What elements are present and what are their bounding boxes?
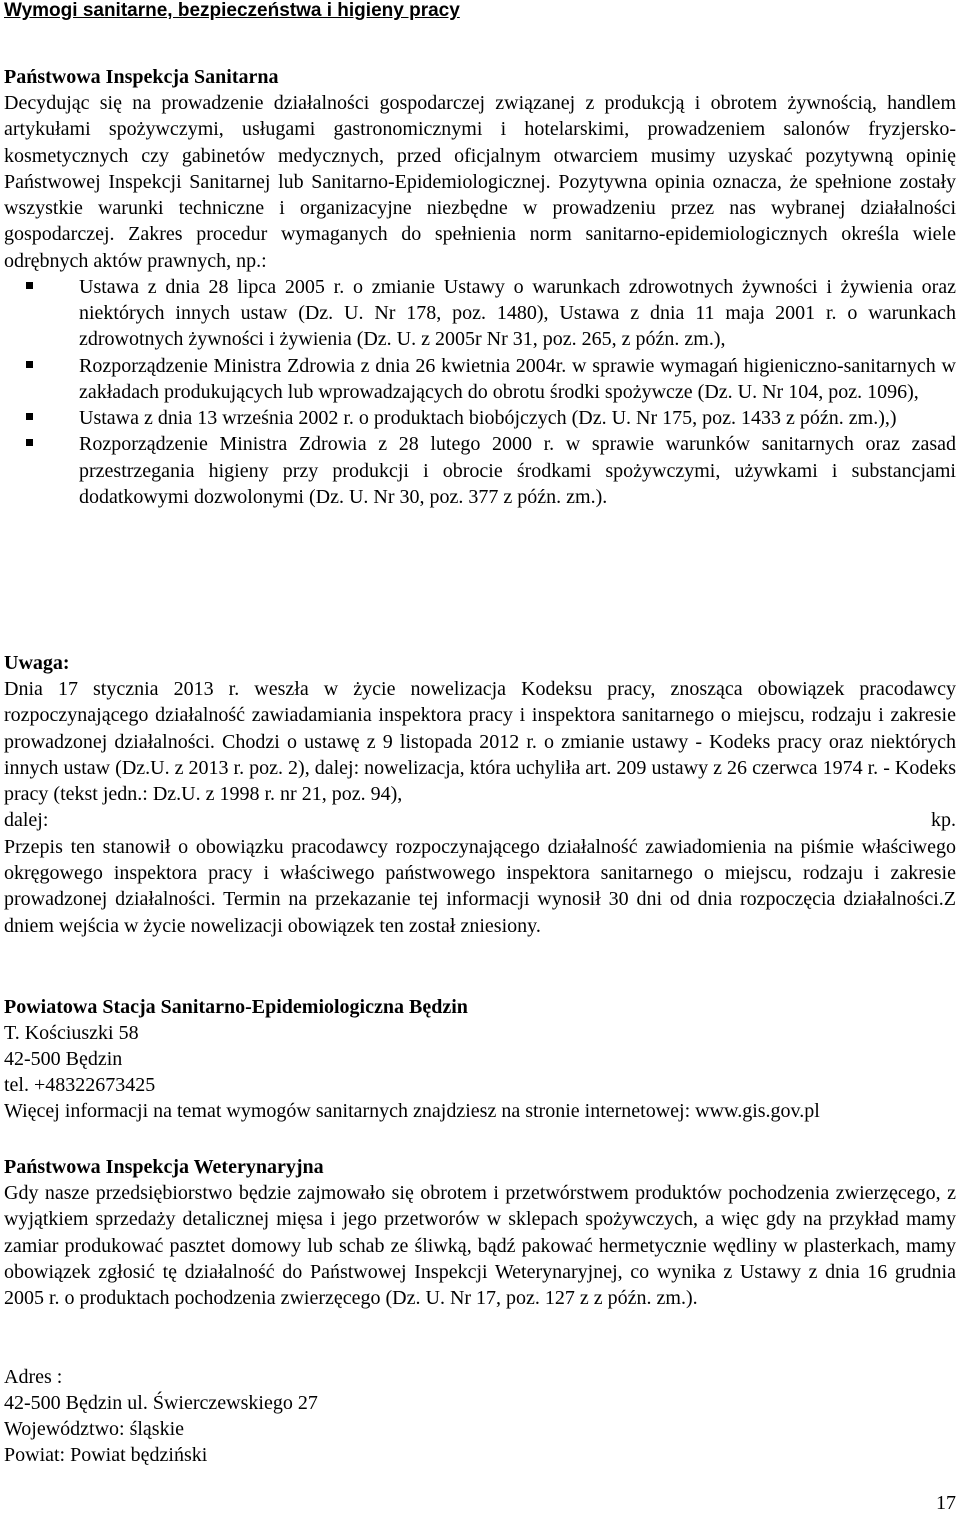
- bullet-square-icon: [26, 439, 33, 446]
- voivodeship-line: Województwo: śląskie: [4, 1418, 185, 1440]
- list-item: Ustawa z dnia 13 września 2002 r. o produktach biobójczych (Dz. U. Nr 175, poz. 1433 z późn. zm.),): [4, 405, 956, 431]
- section-heading: Państwowa Inspekcja Sanitarna: [4, 66, 279, 88]
- section-uwaga: [4, 650, 956, 939]
- list-item: Ustawa z dnia 28 lipca 2005 r. o zmianie Ustawy o warunkach zdrowotnych żywności i żywienia oraz niektórych innych ustaw (Dz. U. Nr 178, poz. 1480), Ustawa z dnia 11 maja 2001 r. o warunkach zdrowotnych żywności i żywienia (Dz. U. z 2005r Nr 31, poz. 265, z późn. zm.),: [4, 274, 956, 353]
- paragraph: Gdy nasze przedsiębiorstwo będzie zajmowało się obrotem i przetwórstwem produktów pochodzenia zwierzęcego, z wyjątkiem sprzedaży detalicznej mięsa i jego przetworów w sklepach spożywczych, a więc gdy na przykład mamy zamiar produkować pasztet domowy lub schab ze śliwką, bądź pakować hermetycznie wędliny w plasterkach, mamy obowiązek zgłosić tę działalność do Państwowej Inspekcji Weterynaryjnej, co wynika z Ustawy z dnia 16 grudnia 2005 r. o produktach pochodzenia zwierzęcego (Dz. U. Nr 17, poz. 127 z z późn. zm.).: [4, 1182, 956, 1310]
- section-heading: Uwaga:: [4, 652, 70, 674]
- list-item: Rozporządzenie Ministra Zdrowia z 28 lutego 2000 r. w sprawie warunków sanitarnych oraz zasad przestrzegania higieny przy produkcji i obrocie środkami spożywczymi, używkami i substancjami dodatkowymi dozwolonymi (Dz. U. Nr 30, poz. 377 z późn. zm.).: [4, 431, 956, 510]
- address-block: [4, 1364, 956, 1468]
- bullet-square-icon: [26, 361, 33, 368]
- section-pis: [4, 64, 956, 510]
- kp-label: kp.: [931, 809, 956, 832]
- more-info-line: Więcej informacji na temat wymogów sanitarnych znajdziesz na stronie internetowej: www.gis.gov.pl: [4, 1100, 820, 1122]
- address-label: Adres :: [4, 1366, 63, 1388]
- phone-line: tel. +48322673425: [4, 1074, 156, 1096]
- paragraph: Dnia 17 stycznia 2013 r. weszła w życie nowelizacja Kodeksu pracy, znosząca obowiązek pracodawcy rozpoczynającego działalność zawiadamiania inspektora pracy i inspektora sanitarnego o miejscu, rodzaju i zakresie prowadzonej działalności. Chodzi o ustawę z 9 listopada 2012 r. o zmianie ustawy - Kodeks pracy oraz niektórych innych ustaw (Dz.U. z 2013 r. poz. 2), dalej: nowelizacja, która uchyliła art. 209 ustawy z 26 czerwca 1974 r. - Kodeks pracy (tekst jedn.: Dz.U. z 1998 r. nr 21, poz. 94),: [4, 678, 956, 806]
- city-line: 42-500 Będzin: [4, 1048, 123, 1070]
- page-number: 17: [936, 1492, 956, 1514]
- dalej-label: dalej:: [4, 809, 49, 832]
- section-heading: Państwowa Inspekcja Weterynaryjna: [4, 1156, 324, 1178]
- county-line: Powiat: Powiat będziński: [4, 1444, 208, 1466]
- legal-acts-list: [4, 274, 956, 510]
- address-line: 42-500 Będzin ul. Świerczewskiego 27: [4, 1392, 318, 1414]
- paragraph: Decydując się na prowadzenie działalności gospodarczej związanej z produkcją i obrotem żywnością, handlem artykułami spożywczymi, usługami gastronomicznymi i hotelarskimi, prowadzeniem salonów fryzjersko-kosmetycznych czy gabinetów medycznych, przed oficjalnym otwarciem musimy uzyskać pozytywną opinię Państwowej Inspekcji Sanitarnej lub Sanitarno-Epidemiologicznej. Pozytywna opinia oznacza, że spełnione zostały wszystkie warunki techniczne i organizacyjne niezbędne w prowadzeniu przez nas wybranej działalności gospodarczej. Zakres procedur wymaganych do spełnienia norm sanitarno-epidemiologicznych określa wiele odrębnych aktów prawnych, np.:: [4, 92, 956, 272]
- justified-line: [4, 807, 956, 833]
- section-heading: Powiatowa Stacja Sanitarno-Epidemiologiczna Będzin: [4, 996, 468, 1018]
- page-title: Wymogi sanitarne, bezpieczeństwa i higieny pracy: [4, 0, 460, 21]
- street-line: T. Kościuszki 58: [4, 1022, 139, 1044]
- section-psse: [4, 994, 956, 1124]
- paragraph: Przepis ten stanowił o obowiązku pracodawcy rozpoczynającego działalność zawiadomienia na piśmie właściwego okręgowego inspektora pracy i właściwego państwowego inspektora sanitarnego o miejscu, rodzaju i zakresie prowadzonej działalności. Termin na przekazanie tej informacji wynosił 30 dni od dnia rozpoczęcia działalności.Z dniem wejścia w życie nowelizacji obowiązek ten został zniesiony.: [4, 835, 956, 937]
- section-piw: [4, 1154, 956, 1311]
- list-item: Rozporządzenie Ministra Zdrowia z dnia 26 kwietnia 2004r. w sprawie wymagań higieniczno-sanitarnych w zakładach produkujących lub wprowadzających do obrotu środki spożywcze (Dz. U. Nr 104, poz. 1096),: [4, 353, 956, 405]
- bullet-square-icon: [26, 413, 33, 420]
- bullet-square-icon: [26, 282, 33, 289]
